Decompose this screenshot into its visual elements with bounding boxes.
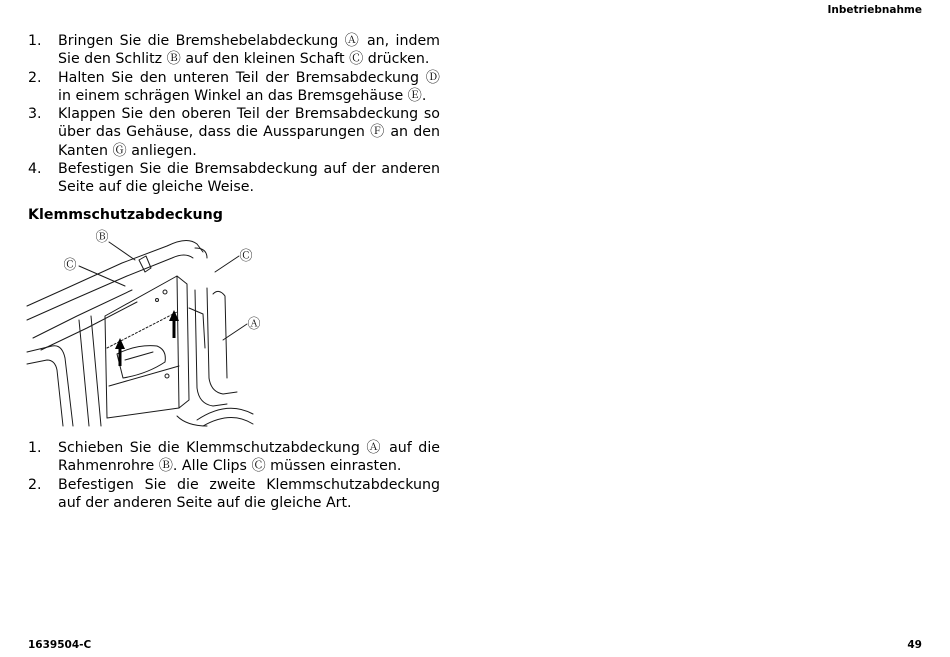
callout-c-left: Ⓒ: [63, 258, 77, 273]
list-item: [28, 32, 440, 69]
step-number: 1.: [28, 440, 42, 456]
step-number: 1.: [28, 33, 42, 49]
step-text: Schieben Sie die Klemmschutzabdeckung Ⓐ auf die Rahmenrohre Ⓑ. Alle Clips Ⓒ müssen einrasten.: [58, 440, 440, 475]
page-header-title: Inbetriebnahme: [827, 4, 922, 16]
step-number: 4.: [28, 161, 42, 178]
guard-cover-illustration: [27, 228, 261, 426]
step-text: Halten Sie den unteren Teil der Bremsabdeckung Ⓓ in einem schrägen Winkel an das Bremsgehäuse Ⓔ.: [58, 69, 440, 104]
document-code: 1639504-C: [28, 639, 92, 651]
list-item: [28, 476, 440, 513]
callout-c-right: Ⓒ: [239, 249, 253, 264]
callout-a: Ⓐ: [247, 317, 261, 332]
list-item: [28, 69, 440, 106]
page-number: 49: [907, 639, 922, 651]
step-text: Befestigen Sie die zweite Klemmschutzabdeckung auf der anderen Seite auf die gleiche Art.: [58, 476, 440, 511]
step-number: 2.: [28, 69, 42, 86]
brake-cover-steps: [28, 32, 440, 197]
step-number: 2.: [28, 476, 42, 493]
step-text: Befestigen Sie die Bremsabdeckung auf der anderen Seite auf die gleiche Weise.: [58, 161, 440, 196]
callout-b: Ⓑ: [95, 230, 109, 245]
section-heading: Klemmschutzabdeckung: [28, 207, 223, 223]
list-item: [28, 439, 440, 476]
step-number: 3.: [28, 106, 42, 123]
list-item: [28, 160, 440, 197]
guard-cover-steps: [28, 439, 440, 512]
step-text: Bringen Sie die Bremshebelabdeckung Ⓐ an, indem Sie den Schlitz Ⓑ auf den kleinen Schaft Ⓒ drücken.: [58, 33, 440, 68]
list-item: [28, 105, 440, 160]
step-text: Klappen Sie den oberen Teil der Bremsabdeckung so über das Gehäuse, dass die Aussparungen Ⓕ an den Kanten Ⓖ anliegen.: [58, 106, 440, 159]
